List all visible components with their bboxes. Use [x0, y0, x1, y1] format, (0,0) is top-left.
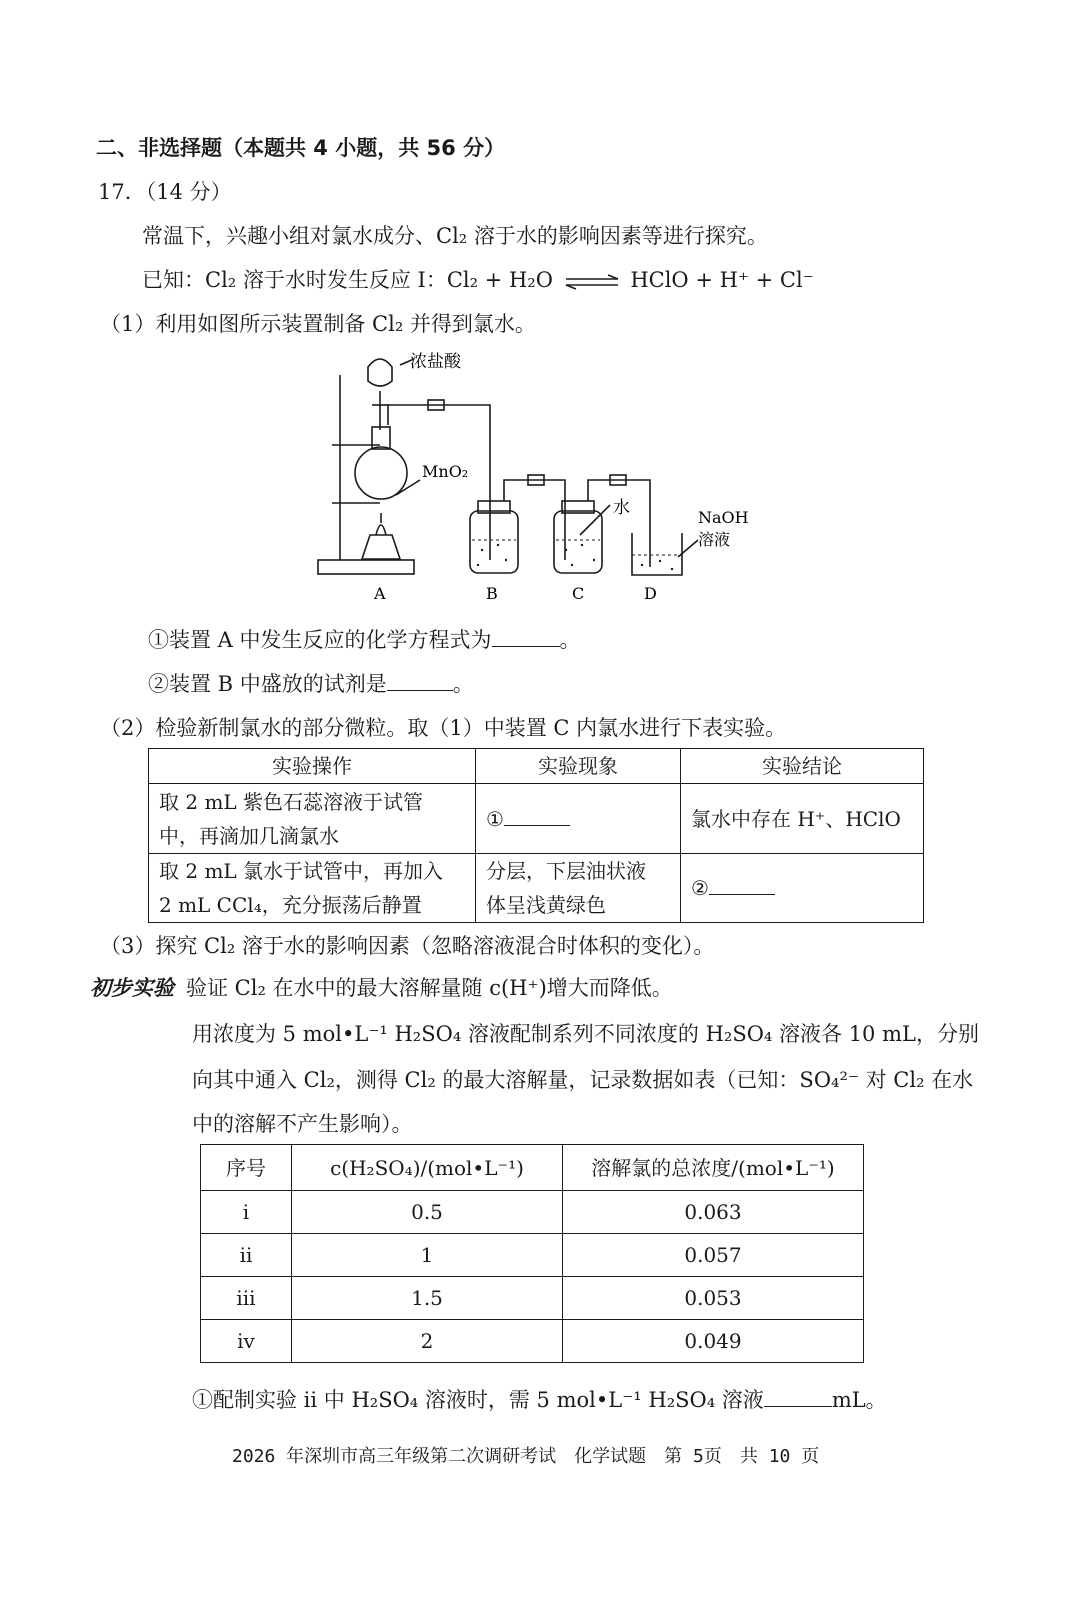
table-cell	[149, 854, 476, 923]
table-row	[201, 1277, 864, 1320]
table-row	[201, 1234, 864, 1277]
table-cell	[681, 854, 924, 923]
label-naoh: NaOH	[698, 508, 749, 527]
stand-base	[318, 560, 414, 574]
answer-blank[interactable]	[709, 876, 775, 895]
table-cell: iv	[201, 1320, 292, 1363]
known-prefix: 已知：Cl₂ 溶于水时发生反应 I：Cl₂ + H₂O	[142, 268, 553, 292]
table-cell	[476, 784, 681, 854]
cell-text: ②	[691, 876, 709, 900]
table-cell: 1	[292, 1234, 563, 1277]
q3-1-text: ①配制实验 ii 中 H₂SO₄ 溶液时，需 5 mol•L⁻¹ H₂SO₄ 溶液	[192, 1388, 764, 1412]
round-flask	[355, 447, 407, 499]
section-title: 二、非选择题（本题共 4 小题，共 56 分）	[96, 136, 506, 160]
cell-text: ①	[486, 806, 504, 831]
cell-line: 分层，下层油状液	[486, 859, 646, 883]
part1-q1-end: 。	[559, 628, 581, 652]
part1-q1-text: ①装置 A 中发生反应的化学方程式为	[148, 628, 492, 652]
table-cell	[149, 784, 476, 854]
beaker-d	[632, 533, 682, 575]
letter-b: B	[486, 584, 498, 603]
experiment-table	[148, 748, 924, 923]
table-cell: i	[201, 1191, 292, 1234]
cell-line: 中，再滴加几滴氯水	[159, 823, 339, 848]
cell-line: 体呈浅黄绿色	[486, 893, 606, 917]
q3-1-unit: mL。	[831, 1388, 887, 1412]
part1-q2-end: 。	[452, 672, 474, 696]
part1-q1	[148, 624, 581, 654]
table-header: c(H₂SO₄)/(mol•L⁻¹)	[292, 1145, 563, 1191]
answer-blank[interactable]	[504, 807, 570, 826]
table-cell: 2	[292, 1320, 563, 1363]
cell-line: 取 2 mL 氯水于试管中，再加入	[159, 859, 444, 883]
question-number: 17．（14 分）	[98, 180, 232, 204]
answer-blank[interactable]	[764, 1388, 832, 1407]
prelim-para-2: 向其中通入 Cl₂，测得 Cl₂ 的最大溶解量，记录数据如表（已知：SO₄²⁻ 对 Cl₂ 在水	[192, 1068, 974, 1092]
alcohol-lamp	[362, 535, 400, 559]
table-header: 序号	[201, 1145, 292, 1191]
table-cell: iii	[201, 1277, 292, 1320]
table-header: 实验操作	[149, 749, 476, 784]
table-cell: 0.063	[563, 1191, 864, 1234]
table-row	[201, 1320, 864, 1363]
label-hcl: 浓盐酸	[410, 352, 461, 372]
table-cell	[476, 854, 681, 923]
q3-1	[192, 1384, 887, 1414]
separatory-funnel	[368, 359, 392, 386]
prelim-text: 验证 Cl₂ 在水中的最大溶解量随 c(H⁺)增大而降低。	[186, 976, 673, 1000]
prelim-line	[90, 972, 673, 1002]
known-suffix: HClO + H⁺ + Cl⁻	[630, 268, 814, 292]
equilibrium-arrow-icon	[564, 274, 620, 290]
letter-a: A	[374, 584, 386, 603]
apparatus-diagram	[310, 345, 790, 610]
intro-text: 常温下，兴趣小组对氯水成分、Cl₂ 溶于水的影响因素等进行探究。	[142, 224, 768, 248]
label-water: 水	[613, 498, 630, 518]
table-header: 实验现象	[476, 749, 681, 784]
prelim-label: 初步实验	[90, 976, 174, 1000]
page-footer: 2026 年深圳市高三年级第二次调研考试 化学试题 第 5页 共 10 页	[232, 1446, 820, 1467]
table-cell: 0.049	[563, 1320, 864, 1363]
part3-title: （3）探究 Cl₂ 溶于水的影响因素（忽略溶液混合时体积的变化）。	[100, 934, 715, 958]
solubility-table	[200, 1144, 864, 1363]
letter-c: C	[572, 584, 585, 603]
known-reaction	[142, 264, 814, 294]
table-cell: 1.5	[292, 1277, 563, 1320]
label-solution: 溶液	[698, 530, 731, 549]
part1-title: （1）利用如图所示装置制备 Cl₂ 并得到氯水。	[100, 312, 536, 336]
answer-blank[interactable]	[492, 628, 560, 647]
letter-d: D	[644, 584, 657, 603]
label-mno2: MnO₂	[422, 462, 469, 481]
prelim-para-3: 中的溶解不产生影响）。	[192, 1112, 413, 1136]
prelim-para-1: 用浓度为 5 mol•L⁻¹ H₂SO₄ 溶液配制系列不同浓度的 H₂SO₄ 溶液各 10 mL，分别	[192, 1022, 979, 1046]
part2-title: （2）检验新制氯水的部分微粒。取（1）中装置 C 内氯水进行下表实验。	[100, 716, 787, 740]
table-cell: ii	[201, 1234, 292, 1277]
part1-q2	[148, 668, 474, 698]
table-cell: 0.5	[292, 1191, 563, 1234]
cell-line: 取 2 mL 紫色石蕊溶液于试管	[159, 789, 424, 814]
table-cell: 氯水中存在 H⁺、HClO	[681, 784, 924, 854]
table-cell: 0.057	[563, 1234, 864, 1277]
cell-line: 2 mL CCl₄，充分振荡后静置	[159, 893, 422, 917]
table-row	[201, 1191, 864, 1234]
bottle-b	[470, 511, 518, 573]
table-header: 溶解氯的总浓度/(mol•L⁻¹)	[563, 1145, 864, 1191]
table-cell: 0.053	[563, 1277, 864, 1320]
table-header: 实验结论	[681, 749, 924, 784]
part1-q2-text: ②装置 B 中盛放的试剂是	[148, 672, 387, 696]
answer-blank[interactable]	[387, 672, 453, 691]
